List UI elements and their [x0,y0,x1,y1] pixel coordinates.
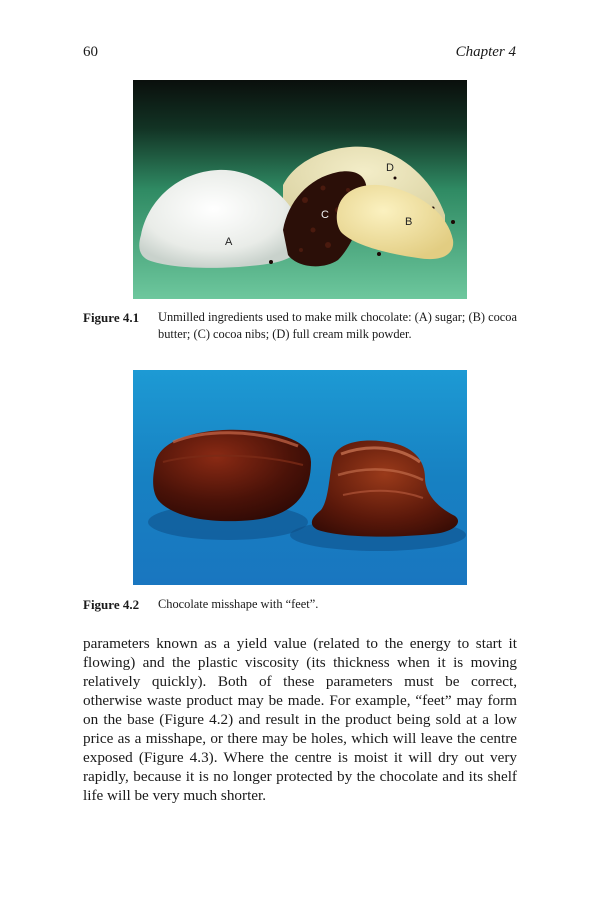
svg-text:B: B [405,216,413,228]
figure-4-2-caption [83,596,517,613]
figure-4-2-caption-text: Chocolate misshape with “feet”. [158,597,319,611]
figure-4-2-label: Figure 4.2 [83,597,140,612]
svg-text:D: D [386,162,394,174]
chapter-heading: Chapter 4 [455,44,516,60]
svg-text:A: A [225,236,233,248]
figure-4-2-photo [133,370,467,585]
figure-4-1-photo [133,80,467,299]
page-number: 60 [83,44,98,60]
figure-4-1-label: Figure 4.1 [83,310,140,325]
figure-4-1-caption [83,309,517,343]
figure-4-1-caption-text: Unmilled ingredients used to make milk chocolate: (A) sugar; (B) cocoa butter; (C) cocoa nibs; (D) full cream milk powder. [158,310,517,341]
svg-text:C: C [321,209,329,221]
body-paragraph: parameters known as a yield value (related to the energy to start it flowing) and the plastic viscosity (its thickness when it is moving relatively quickly). Both of these parameters must be correct, otherwise waste product may be made. For example, “feet” may form on the base (Figure 4.2) and result in the product being sold at a low price as a misshape, or there may be holes, which will leave the centre exposed (Figure 4.3). Where the centre is moist it will dry out very rapidly, because it is no longer protected by the chocolate and its shelf life will be very much shorter. [83,635,517,804]
